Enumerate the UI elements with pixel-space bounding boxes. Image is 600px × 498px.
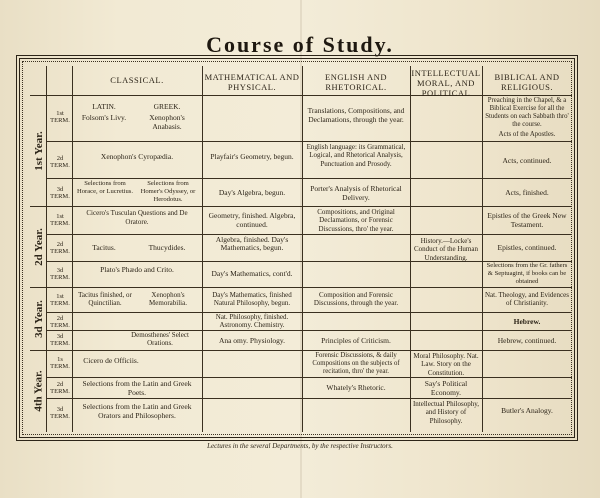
cell: Translations, Compositions, and Declamations, through the year. bbox=[307, 106, 405, 124]
cell-latin-head: LATIN. bbox=[92, 102, 116, 111]
term-label: 1st TERM. bbox=[50, 213, 70, 227]
cell: Xenophon's Anabasis. bbox=[149, 113, 185, 131]
cell: Epistles, continued. bbox=[497, 243, 557, 252]
page-title: Course of Study. bbox=[206, 32, 394, 57]
cell: Butler's Analogy. bbox=[501, 406, 553, 415]
term-label: 3d TERM. bbox=[50, 333, 70, 347]
term-label: 1s TERM. bbox=[50, 356, 70, 370]
row-divider bbox=[46, 178, 572, 179]
cell: Selections from the Latin and Greek Poets. bbox=[82, 379, 192, 397]
term-label: 2d TERM. bbox=[50, 381, 70, 395]
cell: Forensic Discussions, & daily Compositions on the subjects of recitation, thro' the year. bbox=[312, 352, 400, 375]
cell: Xenophon's Cyropædia. bbox=[100, 152, 174, 161]
footer-note: Lectures in the several Departments, by the respective Instructors. bbox=[207, 442, 393, 450]
cell: Composition and Forensic Discussions, through the year. bbox=[313, 291, 399, 308]
cell: Thucydides. bbox=[148, 243, 186, 252]
cell: Plato's Phædo and Crito. bbox=[100, 265, 174, 274]
cell: Moral Philosophy. Nat. Law. Story on the Constitution. bbox=[413, 352, 479, 377]
cell: Porter's Analysis of Rhetorical Delivery. bbox=[310, 184, 402, 202]
cell: Selections from the Gr. fathers & Septuagint, if books can be obtained bbox=[486, 262, 568, 285]
header-biblical: BIBLICAL AND RELIGIOUS. bbox=[494, 72, 560, 92]
row-divider bbox=[30, 350, 572, 351]
cell: Intellectual Philosophy, and History of Philosophy. bbox=[412, 400, 480, 425]
cell: Ana omy. Physiology. bbox=[218, 336, 286, 345]
cell: Tacitus finished, or Quinctilian. bbox=[78, 291, 132, 308]
cell: Day's Mathematics, cont'd. bbox=[211, 269, 293, 278]
term-label: 2d TERM. bbox=[50, 241, 70, 255]
cell: Day's Mathematics, finished Natural Philosophy, begun. bbox=[212, 291, 292, 308]
header-classical: CLASSICAL. bbox=[110, 75, 164, 85]
cell: Nat. Philosophy, finished. Astronomy. Chemistry. bbox=[215, 313, 289, 330]
cell: Algebra, finished. Day's Mathematics, begun. bbox=[215, 236, 289, 253]
cell: Cicero's Tusculan Questions and De Oratore. bbox=[86, 209, 188, 226]
cell: History.—Locke's Conduct of the Human Understanding. bbox=[414, 237, 478, 262]
cell: Preaching in the Chapel, & a Biblical Exercise for all the Students on each Sabbath thro' the course. bbox=[485, 97, 569, 128]
term-label: 1st TERM. bbox=[50, 110, 70, 124]
course-table bbox=[30, 66, 572, 432]
cell: Hebrew. bbox=[513, 317, 541, 326]
row-divider bbox=[46, 377, 572, 378]
term-label: 3d TERM. bbox=[50, 406, 70, 420]
cell: Nat. Theology, and Evidences of Christianity. bbox=[485, 291, 569, 308]
cell: Selections from Homer's Odyssey, or Herodotus. bbox=[140, 180, 196, 203]
cell: Acts, continued. bbox=[502, 156, 552, 165]
row-divider bbox=[46, 312, 572, 313]
header-english: ENGLISH AND RHETORICAL. bbox=[325, 72, 387, 92]
cell: Acts of the Apostles. bbox=[498, 131, 556, 138]
cell: Say's Political Economy. bbox=[424, 379, 468, 397]
row-divider bbox=[46, 141, 572, 142]
year-label: 3d Year. bbox=[33, 299, 46, 338]
cell: Day's Algebra, begun. bbox=[218, 188, 286, 197]
cell: Demosthenes' Select Orations. bbox=[131, 331, 189, 348]
cell: Epistles of the Greek New Testament. bbox=[487, 211, 567, 229]
year-label: 2d Year. bbox=[33, 227, 46, 266]
cell: English language: its Grammatical, Logical, and Rhetorical Analysis, Punctuation and Prosody. bbox=[306, 143, 406, 168]
term-label: 3d TERM. bbox=[50, 267, 70, 281]
cell: Cicero de Officiis. bbox=[83, 356, 139, 365]
term-label: 1st TERM. bbox=[50, 293, 70, 307]
cell: Selections from the Latin and Greek Orators and Philosophers. bbox=[82, 402, 192, 420]
cell: Whately's Rhetoric. bbox=[326, 383, 386, 392]
cell: Xenophon's Memorabilia. bbox=[149, 291, 187, 308]
row-divider bbox=[30, 287, 572, 288]
header-moral: INTELLECTUAL MORAL, AND POLITICAL bbox=[411, 68, 481, 98]
term-label: 2d TERM. bbox=[50, 155, 70, 169]
row-divider bbox=[46, 234, 572, 235]
year-label: 4th Year. bbox=[33, 370, 46, 412]
header-math: MATHEMATICAL AND PHYSICAL. bbox=[204, 72, 300, 92]
cell: Hebrew, continued. bbox=[497, 336, 557, 345]
cell: Geometry, finished. Algebra, continued. bbox=[208, 211, 296, 229]
cell: Tacitus. bbox=[92, 243, 116, 252]
cell-greek-head: GREEK. bbox=[153, 102, 181, 111]
cell: Folsom's Livy. bbox=[81, 113, 127, 122]
term-label: 3d TERM. bbox=[50, 186, 70, 200]
cell: Principles of Criticism. bbox=[321, 336, 391, 345]
row-divider bbox=[30, 206, 572, 207]
row-divider bbox=[30, 95, 572, 96]
cell: Compositions, and Original Declamations, or Forensic Discussions, thro' the year. bbox=[317, 208, 395, 233]
term-label: 2d TERM. bbox=[50, 315, 70, 329]
cell: Acts, finished. bbox=[505, 188, 549, 197]
cell: Playfair's Geometry, begun. bbox=[210, 152, 294, 161]
year-label: 1st Year. bbox=[33, 130, 46, 171]
cell: Selections from Horace, or Lucretius. bbox=[76, 180, 134, 195]
row-divider bbox=[46, 398, 572, 399]
